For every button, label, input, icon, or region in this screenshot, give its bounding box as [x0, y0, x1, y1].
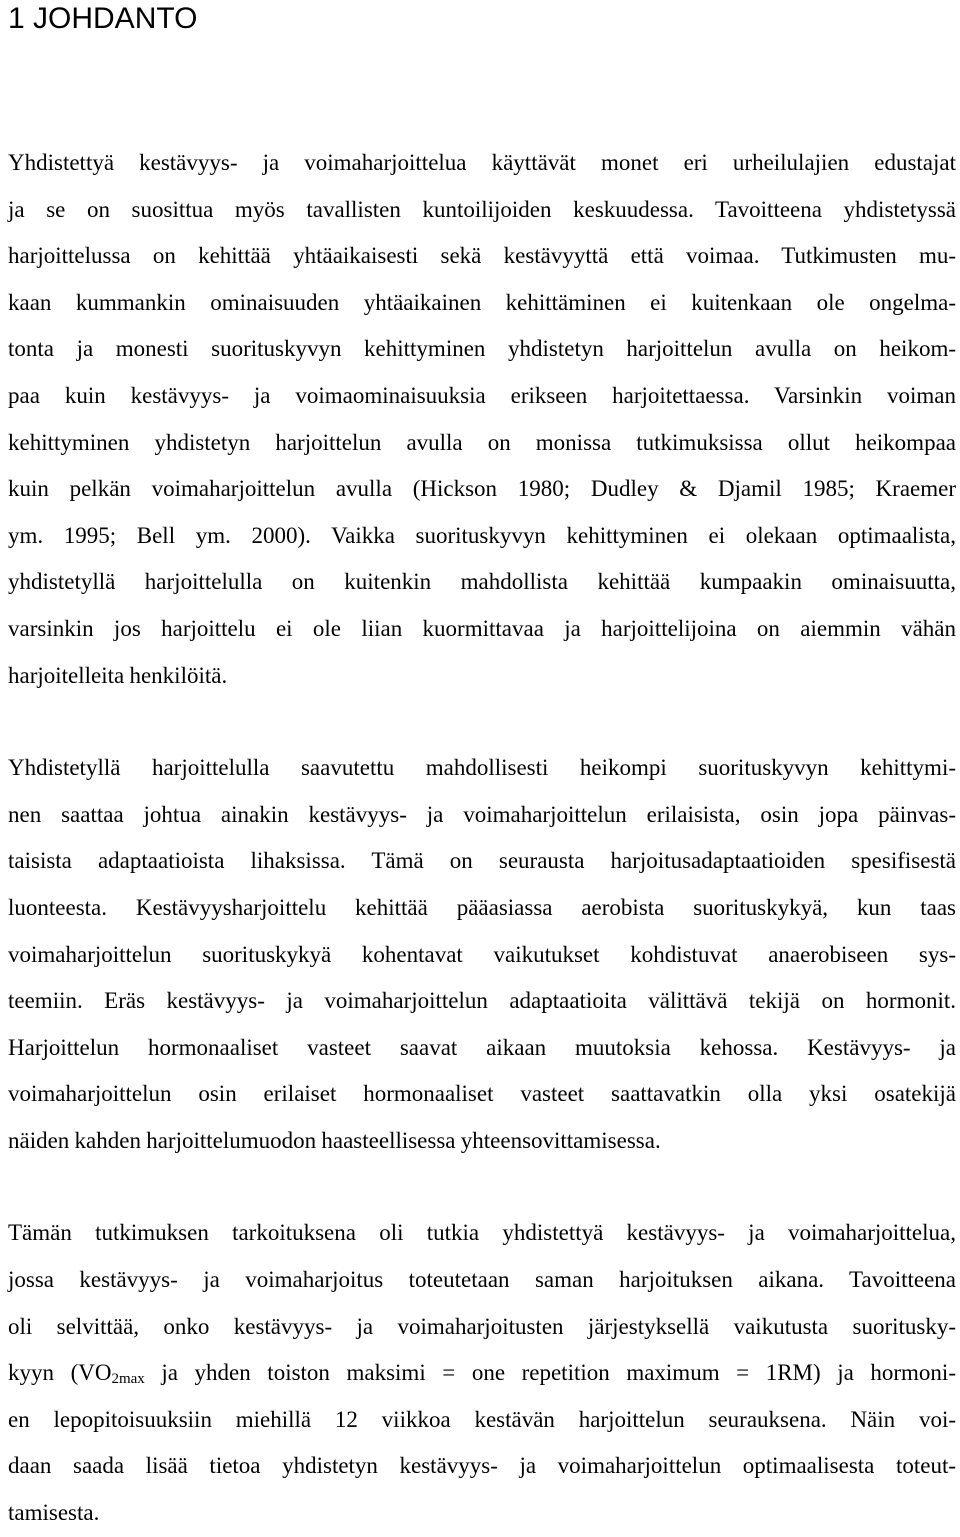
text-line: yhdistetyllä harjoittelulla on kuitenkin mahdollista kehittää kumpaakin ominaisuutta,: [8, 569, 956, 595]
text-line: tamisesta.: [8, 1500, 100, 1526]
text-line: harjoittelussa on kehittää yhtäaikaisesti sekä kestävyyttä että voimaa. Tutkimusten mu-: [8, 243, 956, 269]
text-line: Tämän tutkimuksen tarkoituksena oli tutkia yhdistettyä kestävyys- ja voimaharjoittelua,: [8, 1220, 956, 1246]
text-line: voimaharjoittelun osin erilaiset hormonaaliset vasteet saattavatkin olla yksi osatekijä: [8, 1081, 956, 1107]
text-line: ja se on suosittua myös tavallisten kuntoilijoiden keskuudessa. Tavoitteena yhdistetyssä: [8, 196, 956, 222]
text-line: tonta ja monesti suorituskyvyn kehittyminen yhdistetyn harjoittelun avulla on heikom-: [8, 336, 956, 362]
document-page: [8, 0, 956, 1537]
text-line: voimaharjoittelun suorituskykyä kohentavat vaikutukset kohdistuvat anaerobiseen sys-: [8, 941, 956, 967]
chapter-heading: 1 JOHDANTO: [8, 2, 198, 35]
text-line: daan saada lisää tietoa yhdistetyn kestävyys- ja voimaharjoittelun optimaalisesta toteut-: [8, 1453, 956, 1479]
paragraph-2: [8, 745, 956, 1164]
text-line: Harjoittelun hormonaaliset vasteet saavat aikaan muutoksia kehossa. Kestävyys- ja: [8, 1034, 956, 1060]
paragraph-1: [8, 140, 956, 699]
text-line: varsinkin jos harjoittelu ei ole liian kuormittavaa ja harjoittelijoina on aiemmin vähän: [8, 615, 956, 641]
text-line: teemiin. Eräs kestävyys- ja voimaharjoittelun adaptaatioita välittävä tekijä on hormonit.: [8, 988, 956, 1014]
paragraph-3: [8, 1210, 956, 1536]
text-line: harjoitelleita henkilöitä.: [8, 662, 228, 688]
text-line: ym. 1995; Bell ym. 2000). Vaikka suorituskyvyn kehittyminen ei olekaan optimaalista,: [8, 522, 956, 548]
text-line: paa kuin kestävyys- ja voimaominaisuuksia erikseen harjoitettaessa. Varsinkin voiman: [8, 382, 956, 408]
text-line: taisista adaptaatioista lihaksissa. Tämä on seurausta harjoitusadaptaatioiden spesifisestä: [8, 848, 956, 874]
text-line: näiden kahden harjoittelumuodon haasteellisessa yhteensovittamisessa.: [8, 1127, 661, 1153]
text-fragment: ja yhden toiston maksimi = one repetition maximum = 1RM) ja hormoni-: [144, 1360, 956, 1386]
text-line: Yhdistettyä kestävyys- ja voimaharjoittelua käyttävät monet eri urheilulajien edustajat: [8, 150, 956, 175]
text-line-with-subscript: [8, 1350, 956, 1397]
text-fragment: kyyn (VO: [8, 1360, 112, 1386]
text-line: en lepopitoisuuksiin miehillä 12 viikkoa kestävän harjoittelun seurauksena. Näin voi-: [8, 1406, 956, 1432]
subscript-2max: 2max: [111, 1371, 145, 1388]
text-line: kuin pelkän voimaharjoittelun avulla (Hickson 1980; Dudley & Djamil 1985; Kraemer: [8, 476, 956, 502]
text-line: kehittyminen yhdistetyn harjoittelun avulla on monissa tutkimuksissa ollut heikompaa: [8, 429, 956, 455]
text-line: kaan kummankin ominaisuuden yhtäaikainen kehittäminen ei kuitenkaan ole ongelma-: [8, 289, 956, 315]
text-line: oli selvittää, onko kestävyys- ja voimaharjoitusten järjestyksellä vaikutusta suoritusky-: [8, 1313, 956, 1339]
text-line: jossa kestävyys- ja voimaharjoitus toteutetaan saman harjoituksen aikana. Tavoitteena: [8, 1267, 956, 1293]
text-line: luonteesta. Kestävyysharjoittelu kehittää pääasiassa aerobista suorituskykyä, kun taas: [8, 894, 956, 920]
text-line: nen saattaa johtua ainakin kestävyys- ja voimaharjoittelun erilaisista, osin jopa päinvas-: [8, 801, 956, 827]
text-line: Yhdistetyllä harjoittelulla saavutettu mahdollisesti heikompi suorituskyvyn kehittymi-: [8, 755, 956, 781]
